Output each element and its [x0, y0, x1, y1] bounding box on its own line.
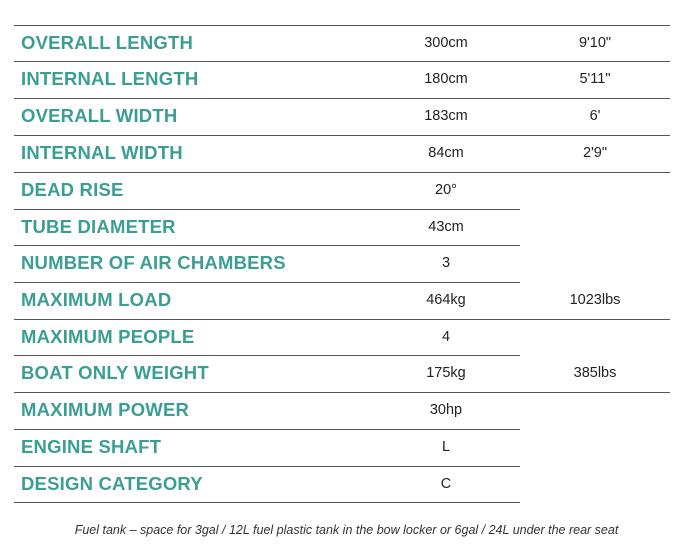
spec-imperial-value-maximum-load: 1023lbs	[569, 292, 621, 308]
spec-metric-value: 84cm	[428, 145, 464, 161]
spec-row-internal-length	[0, 61, 693, 97]
spec-label: DESIGN CATEGORY	[21, 473, 203, 494]
spec-label: ENGINE SHAFT	[21, 436, 162, 457]
spec-metric-value: 175kg	[426, 365, 466, 381]
spec-imperial-value: 5'11"	[579, 71, 611, 87]
spec-imperial-value-boat-weight: 385lbs	[573, 365, 617, 381]
spec-metric-value: L	[441, 439, 451, 455]
spec-label: OVERALL LENGTH	[21, 32, 194, 53]
spec-label: OVERALL WIDTH	[21, 105, 178, 126]
spec-label: DEAD RISE	[21, 179, 124, 200]
spec-row-overall-length	[0, 25, 693, 61]
spec-metric-value: 300cm	[424, 35, 468, 51]
spec-metric-value: C	[440, 476, 452, 492]
spec-row-design-category	[0, 466, 693, 502]
spec-metric-value: 30hp	[429, 402, 463, 418]
spec-row-overall-width	[0, 98, 693, 134]
spec-imperial-value: 6'	[589, 108, 601, 124]
spec-metric-value: 180cm	[424, 71, 468, 87]
spec-imperial-value: 9'10"	[578, 35, 612, 51]
spec-imperial-value: 2'9"	[582, 145, 608, 161]
spec-label: MAXIMUM PEOPLE	[21, 326, 195, 347]
fuel-tank-footnote: Fuel tank – space for 3gal / 12L fuel plastic tank in the bow locker or 6gal / 24L under the rear seat	[74, 523, 619, 537]
spec-row-dead-rise	[0, 172, 693, 208]
spec-row-maximum-people	[0, 319, 693, 355]
spec-label: INTERNAL LENGTH	[21, 68, 199, 89]
spec-label: MAXIMUM POWER	[21, 399, 190, 420]
spec-metric-value: 20°	[435, 182, 457, 198]
spec-metric-value: 3	[441, 255, 451, 271]
spec-metric-value: 464kg	[426, 292, 466, 308]
spec-label: NUMBER OF AIR CHAMBERS	[21, 252, 286, 273]
spec-row-internal-width	[0, 135, 693, 171]
spec-row-maximum-power	[0, 392, 693, 428]
spec-label: TUBE DIAMETER	[21, 216, 176, 237]
rule-bottom	[14, 502, 520, 503]
spec-row-engine-shaft	[0, 429, 693, 465]
spec-metric-value: 183cm	[424, 108, 468, 124]
spec-label: MAXIMUM LOAD	[21, 289, 172, 310]
spec-label: BOAT ONLY WEIGHT	[21, 362, 209, 383]
spec-row-tube-diameter	[0, 209, 693, 245]
spec-metric-value: 43cm	[428, 219, 464, 235]
spec-row-air-chambers	[0, 245, 693, 281]
spec-metric-value: 4	[441, 329, 451, 345]
spec-label: INTERNAL WIDTH	[21, 142, 183, 163]
